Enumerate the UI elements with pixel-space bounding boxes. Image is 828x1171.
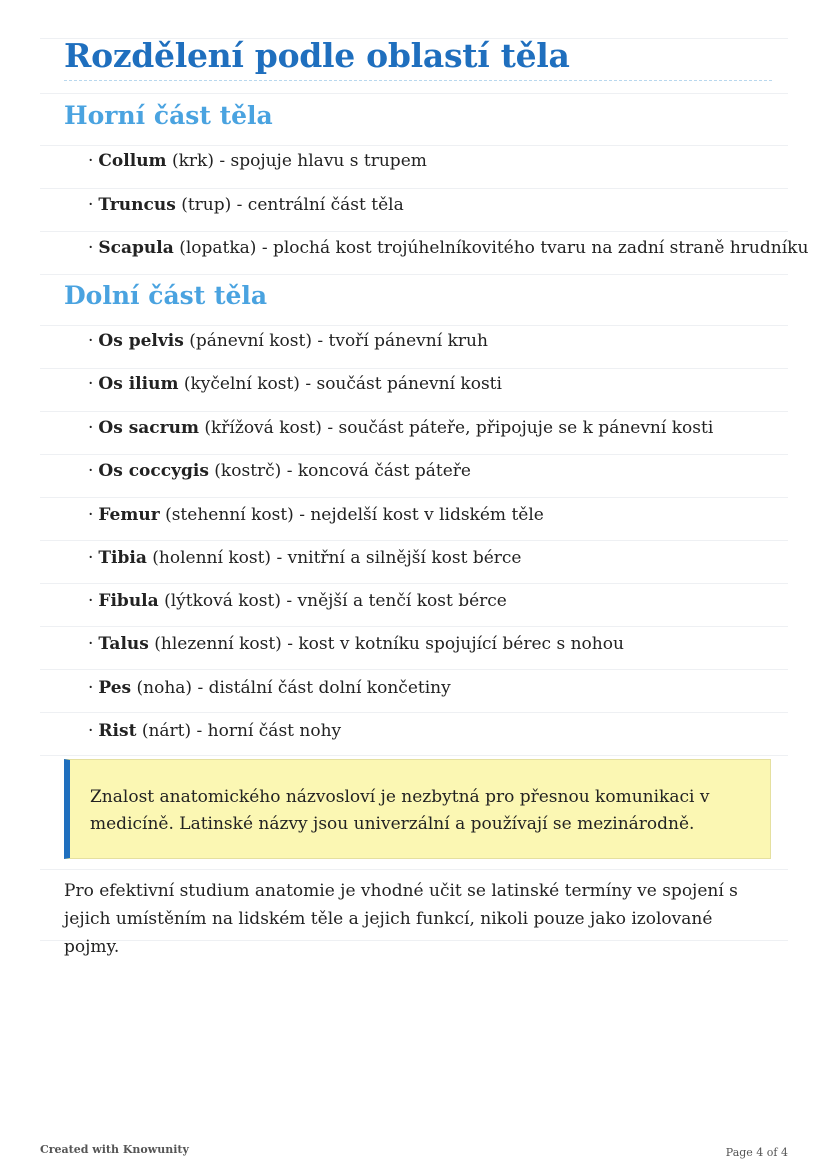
footer-credit: Created with Knowunity (40, 1143, 189, 1156)
term-description: (stehenní kost) - nejdelší kost v lidském těle (165, 505, 544, 525)
bullet: · (88, 634, 94, 654)
list-item (88, 151, 427, 171)
term-description: (trup) - centrální část těla (181, 195, 404, 215)
bullet: · (88, 151, 94, 171)
bullet: · (88, 591, 94, 611)
closing-paragraph: Pro efektivní studium anatomie je vhodné učit se latinské termíny ve spojení s jejich umístěním na lidském těle a jejich funkcí, nikoli pouze jako izolované pojmy. (64, 881, 738, 957)
section-heading-lower-body: Dolní část těla (64, 281, 268, 310)
list-item (88, 418, 713, 438)
term-description: (nárt) - horní část nohy (141, 721, 342, 741)
term: Fibula (98, 591, 159, 611)
term: Os sacrum (98, 418, 199, 438)
term: Os ilium (98, 374, 179, 394)
list-item (88, 721, 341, 741)
bullet: · (88, 678, 94, 698)
term-description: (krk) - spojuje hlavu s trupem (171, 151, 427, 171)
term-description: (kostrč) - koncová část páteře (214, 461, 471, 481)
bullet: · (88, 418, 94, 438)
term-description: (lopatka) - plochá kost trojúhelníkovitého tvaru na zadní straně hrudníku (179, 238, 809, 258)
term: Os coccygis (98, 461, 209, 481)
term: Rist (98, 721, 137, 741)
term: Os pelvis (98, 331, 184, 351)
term-description: (křížová kost) - součást páteře, připojuje se k pánevní kosti (204, 418, 714, 438)
title-underline (64, 80, 772, 81)
term-description: (lýtková kost) - vnější a tenčí kost bérce (164, 591, 507, 611)
bullet: · (88, 721, 94, 741)
term: Pes (98, 678, 132, 698)
page-number: Page 4 of 4 (725, 1146, 788, 1159)
list-item (88, 505, 544, 525)
term-description: (hlezenní kost) - kost v kotníku spojující bérec s nohou (154, 634, 624, 654)
list-item (88, 548, 521, 568)
callout-text: Znalost anatomického názvosloví je nezbytná pro přesnou komunikaci v medicíně. Latinské názvy jsou univerzální a používají se mezinárodně. (90, 787, 710, 834)
term-description: (kyčelní kost) - součást pánevní kosti (183, 374, 502, 394)
term-description: (holenní kost) - vnitřní a silnější kost bérce (152, 548, 522, 568)
page-title: Rozdělení podle oblastí těla (64, 36, 570, 75)
term: Scapula (98, 238, 174, 258)
term: Tibia (98, 548, 147, 568)
list-item (88, 634, 624, 654)
term-description: (pánevní kost) - tvoří pánevní kruh (189, 331, 488, 351)
section-heading-upper-body: Horní část těla (64, 101, 273, 130)
info-callout (64, 759, 771, 859)
bullet: · (88, 331, 94, 351)
list-item (88, 461, 471, 481)
term-description: (noha) - distální část dolní končetiny (136, 678, 451, 698)
term: Collum (98, 151, 167, 171)
term: Truncus (98, 195, 176, 215)
list-item (88, 331, 488, 351)
term: Talus (98, 634, 149, 654)
bullet: · (88, 548, 94, 568)
list-item (88, 591, 507, 611)
bullet: · (88, 195, 94, 215)
term: Femur (98, 505, 160, 525)
list-item (88, 195, 404, 215)
bullet: · (88, 374, 94, 394)
list-item (88, 374, 502, 394)
list-item (88, 678, 451, 698)
bullet: · (88, 461, 94, 481)
bullet: · (88, 238, 94, 258)
list-item (88, 238, 808, 258)
bullet: · (88, 505, 94, 525)
